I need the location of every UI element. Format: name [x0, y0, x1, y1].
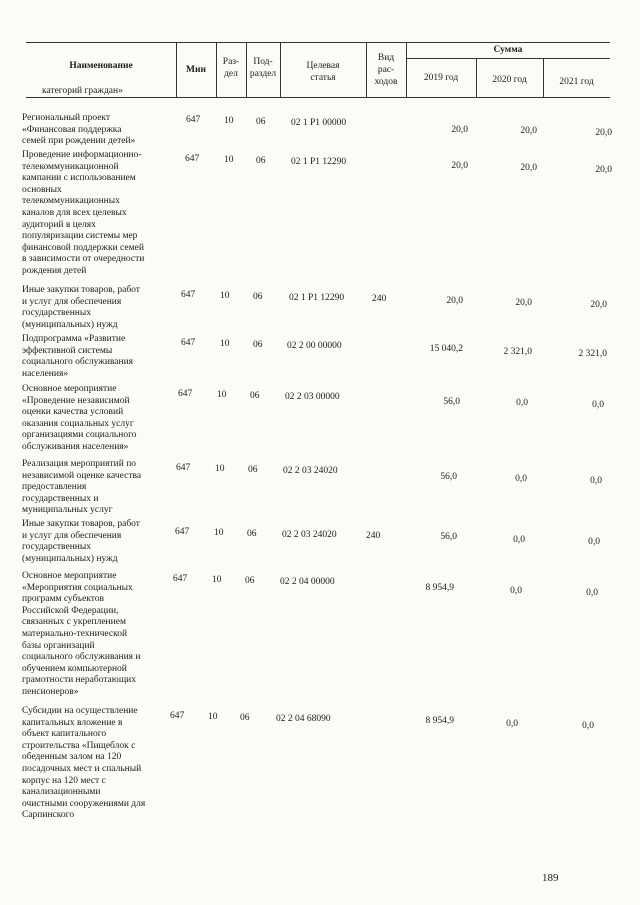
table-cell-razdel: 10	[220, 339, 230, 349]
table-cell-2021: 0,0	[592, 400, 604, 410]
table-cell-podrazdel: 06	[247, 529, 257, 539]
table-cell-2019: 8 954,9	[425, 583, 454, 593]
table-cell-2020: 0,0	[516, 398, 528, 408]
table-row-name: Основное мероприятие «Проведение независимой оценки качества условий оказания социальных услуг организациями социального обслуживания населения»	[22, 384, 137, 452]
table-cell-podrazdel: 06	[256, 156, 266, 166]
table-cell-statya: 02 1 P1 12290	[289, 293, 345, 303]
table-cell-2021: 0,0	[586, 588, 598, 598]
table-row-name: Субсидии на осуществление капитальных вложение в объект капитального строительства «Пищеблок с обеденным залом на 120 посадочных мест и спальный корпус на 120 мест с канализационными очистными сооружениями для Сарпинского	[22, 706, 146, 821]
table-cell-vid: 240	[366, 531, 381, 541]
table-cell-statya: 02 1 P1 00000	[291, 118, 347, 128]
table-cell-podrazdel: 06	[240, 713, 250, 723]
table-cell-2019: 20,0	[451, 161, 468, 171]
table-cell-razdel: 10	[212, 575, 222, 585]
table-cell-2021: 20,0	[595, 165, 612, 175]
table-row-name: Иные закупки товаров, работ и услуг для обеспечения государственных (муниципальных) нужд	[22, 519, 140, 564]
table-cell-min: 647	[186, 115, 201, 125]
table-cell-2019: 56,0	[440, 532, 457, 542]
table-cell-2020: 20,0	[520, 126, 537, 136]
table-row-name: Проведение информационно- телекоммуникационной кампании с использованием основных телекоммуникационных каналов для всех целевых аудиторий в целях популяризации системы мер финансовой поддержки семей в зависимости от очередности рождения детей	[22, 150, 145, 276]
header-2019: 2019 год	[423, 73, 459, 83]
table-cell-2019: 8 954,9	[425, 716, 454, 726]
header-min: Мин	[186, 65, 206, 75]
table-cell-min: 647	[175, 527, 190, 537]
page-number: 189	[542, 872, 559, 884]
table-cell-podrazdel: 06	[253, 340, 263, 350]
table-cell-2021: 20,0	[590, 300, 607, 310]
table-cell-2020: 2 321,0	[503, 347, 532, 357]
table-cell-2021: 0,0	[582, 721, 594, 731]
header-statya: Целевая статья	[306, 61, 340, 83]
carryover-text: категорий граждан»	[42, 86, 123, 96]
table-row-name: Подпрограмма «Развитие эффективной системы социального обслуживания населения»	[22, 334, 134, 379]
table-cell-min: 647	[178, 389, 193, 399]
table-cell-2019: 15 040,2	[429, 344, 463, 354]
table-cell-2021: 2 321,0	[578, 349, 607, 359]
table-cell-2019: 56,0	[440, 472, 457, 482]
table-cell-2020: 20,0	[520, 163, 537, 173]
table-cell-statya: 02 2 03 24020	[283, 466, 338, 476]
table-cell-2020: 0,0	[515, 474, 527, 484]
table-cell-razdel: 10	[224, 116, 234, 126]
header-razdel: Раз- дел	[222, 57, 240, 79]
header-summa: Сумма	[493, 45, 523, 55]
table-cell-podrazdel: 06	[256, 117, 266, 127]
table-cell-razdel: 10	[214, 528, 224, 538]
table-cell-min: 647	[173, 574, 188, 584]
table-cell-statya: 02 2 00 00000	[287, 341, 342, 351]
header-2020: 2020 год	[492, 75, 527, 85]
table-cell-razdel: 10	[217, 390, 227, 400]
table-row-name: Иные закупки товаров, работ и услуг для обеспечения государственных (муниципальных) нужд	[22, 285, 140, 330]
table-cell-statya: 02 1 P1 12290	[291, 157, 347, 167]
table-cell-podrazdel: 06	[253, 292, 263, 302]
header-vid: Вид рас- ходов	[374, 53, 398, 87]
table-cell-podrazdel: 06	[245, 576, 255, 586]
table-row-name: Основное мероприятие «Мероприятия социальных программ субъектов Российской Федерации, связанных с укреплением материально-технической базы организаций социального обслуживания и обучением компьютерной грамотности неработающих пенсионеров»	[22, 571, 141, 697]
header-name: Наименование	[69, 61, 133, 71]
header-2021: 2021 год	[559, 77, 594, 87]
table-cell-2020: 0,0	[513, 535, 525, 545]
table-cell-podrazdel: 06	[250, 391, 260, 401]
table-cell-razdel: 10	[208, 712, 218, 722]
table-cell-razdel: 10	[220, 291, 230, 301]
table-cell-min: 647	[176, 463, 191, 473]
table-cell-2021: 0,0	[588, 537, 600, 547]
table-row-name: Реализация мероприятий по независимой оценке качества предоставления государственных и муниципальных услуг	[22, 459, 142, 516]
table-cell-statya: 02 2 03 24020	[282, 530, 337, 540]
table-cell-statya: 02 2 03 00000	[285, 392, 340, 402]
header-podrazdel: Под- раздел	[249, 57, 277, 79]
table-cell-min: 647	[181, 290, 196, 300]
table-cell-statya: 02 2 04 00000	[280, 577, 335, 587]
table-cell-2020: 0,0	[510, 586, 522, 596]
table-cell-2019: 56,0	[443, 397, 460, 407]
table-row-name: Региональный проект «Финансовая поддержка семей при рождении детей»	[22, 113, 136, 147]
table-cell-podrazdel: 06	[248, 465, 258, 475]
table-cell-vid: 240	[372, 294, 387, 304]
table-cell-statya: 02 2 04 68090	[276, 714, 331, 724]
table-cell-2021: 20,0	[595, 128, 612, 138]
table-cell-2019: 20,0	[446, 296, 463, 306]
table-cell-min: 647	[185, 154, 200, 164]
table-cell-min: 647	[181, 338, 196, 348]
table-cell-razdel: 10	[215, 464, 225, 474]
table-cell-2020: 20,0	[515, 298, 532, 308]
table-cell-min: 647	[170, 711, 185, 721]
table-cell-2020: 0,0	[506, 719, 518, 729]
table-cell-2019: 20,0	[451, 125, 468, 135]
table-cell-razdel: 10	[224, 155, 234, 165]
table-cell-2021: 0,0	[590, 476, 602, 486]
